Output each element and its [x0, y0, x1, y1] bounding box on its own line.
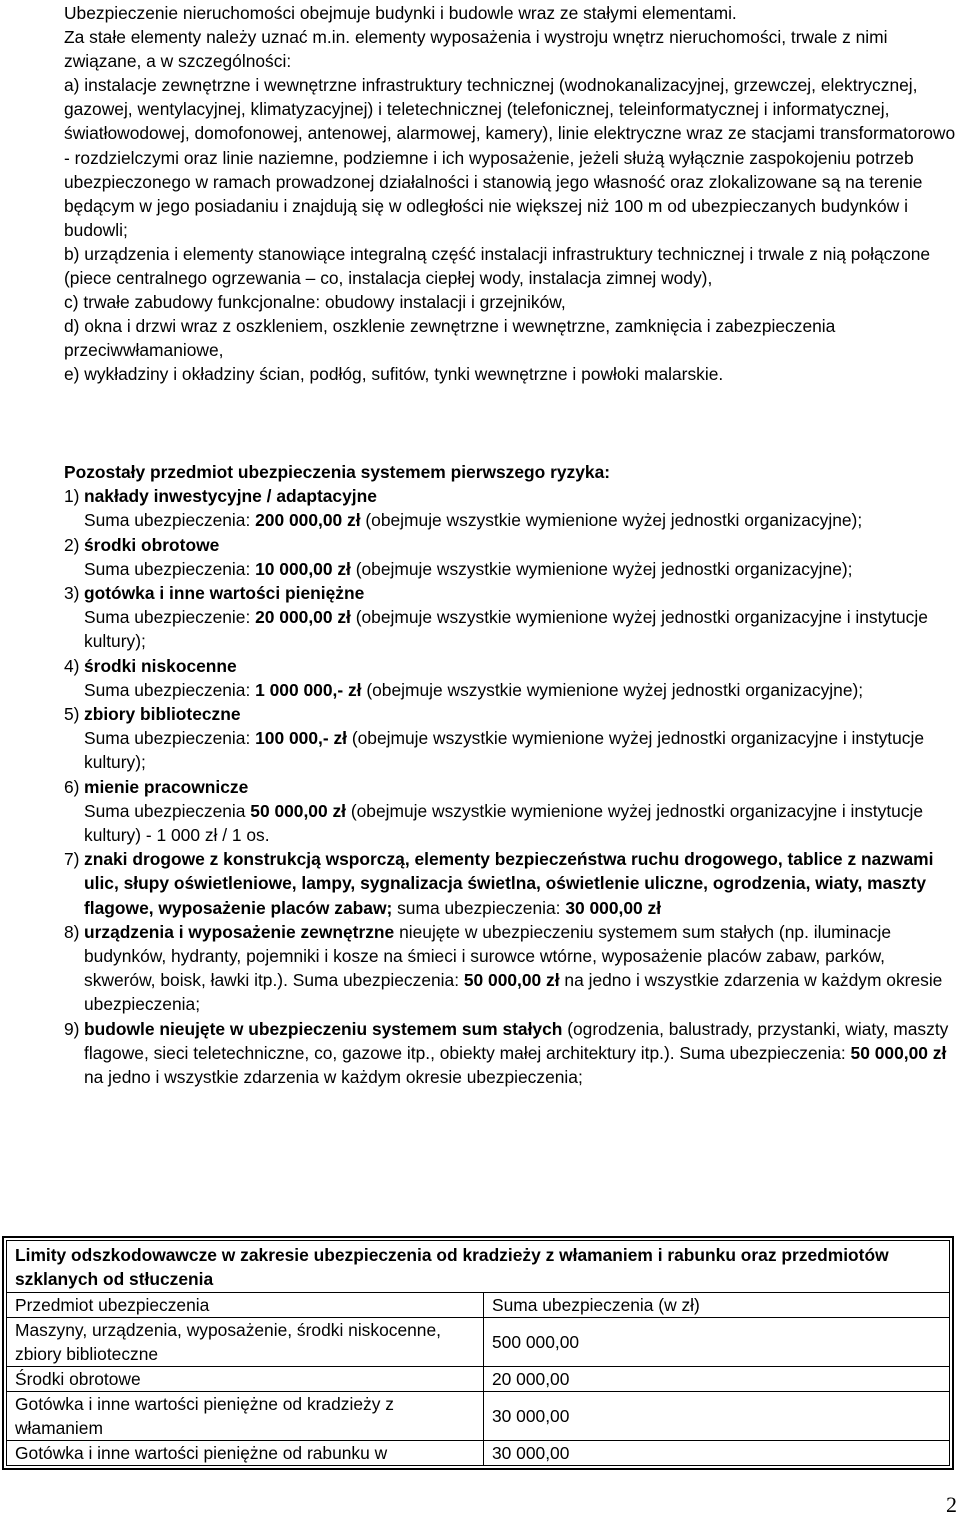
item-text: (obejmuje wszystkie wymienione wyżej jednostki organizacyjne); [361, 679, 864, 700]
item-title: mienie pracownicze [84, 776, 249, 797]
table-row [7, 1441, 950, 1466]
intro-block [64, 1, 956, 387]
item-title: zbiory biblioteczne [84, 704, 241, 725]
item-number: 3) [64, 583, 80, 604]
item-title: środki obrotowe [84, 534, 220, 555]
section-heading: Pozostały przedmiot ubezpieczenia systemem pierwszego ryzyka: [64, 462, 611, 482]
intro-line-2: Za stałe elementy należy uznać m.in. elementy wyposażenia i wystroju wnętrz nieruchomości, trwale z nimi związane, a w szczególności: [64, 27, 888, 72]
item-amount: 1 000 000,- zł [255, 679, 362, 700]
table-title-row [7, 1241, 950, 1293]
item-text: nieujęte w ubezpieczeniu systemem sum stałych (np. iluminacje budynków, hydranty, pojemniki i kosze na śmieci i surowce wtórne, wyposażenie placów zabaw, parków, skwerów, boisk, ławki itp.). Suma ubezpieczenia: [84, 921, 892, 991]
item-a: a) instalacje zewnętrzne i wewnętrzne infrastruktury technicznej (wodnokanalizacyjnej, grzewczej, elektrycznej, gazowej, wentylacyjnej, klimatyzacyjnej) i teletechnicznej (telefonicznej, teleinformatycznej i informatycznej, światłowodowej, domofonowej, antenowej, alarmowej, kamery), linie elektryczne wraz ze stacjami transformatorowo - rozdzielczymi oraz linie naziemne, podziemne i ich wyposażenie, jeżeli służą wyłącznie zaspokojeniu potrzeb ubezpieczonego w ramach prowadzonej działalności i stanowią jego własność oraz zlokalizowane są na terenie będącym w jego posiadaniu i znajdują się w odległości nie większej niż 100 m od ubezpieczanych budynków i budowli; [64, 75, 956, 240]
sum-cell: 20 000,00 [484, 1367, 950, 1392]
column-header-sum: Suma ubezpieczenia (w zł) [484, 1293, 950, 1318]
item-amount: 100 000,- zł [255, 728, 347, 749]
sum-cell: 500 000,00 [484, 1318, 950, 1367]
table-row [7, 1392, 950, 1441]
subject-cell: Środki obrotowe [7, 1367, 484, 1392]
subject-cell: Maszyny, urządzenia, wyposażenie, środki niskocenne, zbiory biblioteczne [7, 1318, 484, 1367]
sum-cell: 30 000,00 [484, 1392, 950, 1441]
table-header-row [7, 1293, 950, 1318]
item-title: budowle nieujęte w ubezpieczeniu systemem sum stałych [84, 1018, 563, 1039]
item-number: 6) [64, 776, 80, 797]
item-title: nakłady inwestycyjne / adaptacyjne [84, 486, 377, 507]
item-amount: 20 000,00 zł [255, 607, 351, 628]
table-title: Limity odszkodowawcze w zakresie ubezpieczenia od kradzieży z włamaniem i rabunku oraz przedmiotów szklanych od stłuczenia [7, 1241, 950, 1293]
list-item [64, 1017, 956, 1090]
item-amount: 50 000,00 zł [463, 970, 560, 991]
item-amount: 50 000,00 zł [250, 800, 347, 821]
item-number: 4) [64, 655, 80, 676]
item-number: 2) [64, 534, 80, 555]
item-text: (obejmuje wszystkie wymienione wyżej jednostki organizacyjne i instytucje kultury) - 1 000 zł / 1 os. [84, 800, 924, 846]
list-item [64, 920, 956, 1017]
list-item [64, 847, 956, 920]
table-row [7, 1367, 950, 1392]
item-text: (obejmuje wszystkie wymienione wyżej jednostki organizacyjne i instytucje kultury); [84, 607, 928, 652]
item-e: e) wykładziny i okładziny ścian, podłóg, sufitów, tynki wewnętrzne i powłoki malarskie. [64, 364, 724, 385]
item-text: Suma ubezpieczenia: [84, 510, 256, 531]
item-number: 8) [64, 921, 80, 942]
item-title: gotówka i inne wartości pieniężne [84, 583, 365, 604]
item-text: (obejmuje wszystkie wymienione wyżej jednostki organizacyjne i instytucje kultury); [84, 728, 925, 773]
intro-line-1: Ubezpieczenie nieruchomości obejmuje budynki i budowle wraz ze stałymi elementami. [64, 3, 737, 23]
item-amount: 30 000,00 zł [565, 897, 662, 918]
item-amount: 50 000,00 zł [850, 1042, 947, 1063]
item-d: d) okna i drzwi wraz z oszkleniem, oszklenie zewnętrzne i wewnętrzne, zamknięcia i zabezpieczenia przeciwwłamaniowe, [64, 316, 836, 361]
first-risk-section [64, 460, 956, 1089]
table-row [7, 1318, 950, 1367]
item-title: znaki drogowe z konstrukcją wsporczą, elementy bezpieczeństwa ruchu drogowego, tablice z nazwami ulic, słupy oświetleniowe, lampy, sygnalizacja świetlna, oświetlenie uliczne, ogrodzenia, wiaty, maszty flagowe, wyposażenie placów zabaw; [84, 849, 934, 918]
item-amount: 10 000,00 zł [255, 558, 351, 579]
list-item [64, 533, 956, 581]
item-text: Suma ubezpieczenia [84, 800, 251, 821]
item-title: środki niskocenne [84, 655, 237, 676]
item-text: suma ubezpieczenia: [392, 897, 566, 918]
item-title: urządzenia i wyposażenie zewnętrzne [84, 921, 395, 942]
item-number: 5) [64, 704, 80, 725]
item-text: Suma ubezpieczenie: [84, 607, 256, 628]
item-number: 9) [64, 1018, 80, 1039]
item-text: (ogrodzenia, balustrady, przystanki, wiaty, maszty flagowe, sieci teletechniczne, co, gazowe itp., obiekty małej architektury itp.). Suma ubezpieczenia: [84, 1018, 949, 1063]
sum-cell: 30 000,00 [484, 1441, 950, 1466]
column-header-subject: Przedmiot ubezpieczenia [7, 1293, 484, 1318]
item-text: Suma ubezpieczenia: [84, 728, 256, 749]
item-number: 7) [64, 849, 80, 870]
item-text: Suma ubezpieczenia: [84, 558, 256, 579]
list-item [64, 775, 956, 848]
item-text: Suma ubezpieczenia: [84, 679, 256, 700]
item-number: 1) [64, 486, 80, 507]
list-item [64, 581, 956, 654]
item-text: (obejmuje wszystkie wymienione wyżej jednostki organizacyjne); [350, 558, 853, 579]
list-item [64, 702, 956, 775]
item-c: c) trwałe zabudowy funkcjonalne: obudowy instalacji i grzejników, [64, 292, 566, 313]
list-item [64, 654, 956, 702]
item-amount: 200 000,00 zł [255, 510, 361, 531]
item-b: b) urządzenia i elementy stanowiące integralną część instalacji infrastruktury technicznej i trwale z nią połączone (piece centralnego ogrzewania – co, instalacja ciepłej wody, instalacja zimnej wody), [64, 243, 931, 289]
item-text: na jedno i wszystkie zdarzenia w każdym okresie ubezpieczenia; [84, 970, 943, 1015]
subject-cell: Gotówka i inne wartości pieniężne od kradzieży z włamaniem [7, 1392, 484, 1441]
page-number: 2 [946, 1492, 957, 1517]
subject-cell: Gotówka i inne wartości pieniężne od rabunku w [7, 1441, 484, 1466]
list-item [64, 484, 956, 532]
item-text: (obejmuje wszystkie wymienione wyżej jednostki organizacyjne); [360, 510, 863, 531]
item-text: na jedno i wszystkie zdarzenia w każdym okresie ubezpieczenia; [84, 1067, 583, 1088]
limits-table [6, 1240, 950, 1466]
